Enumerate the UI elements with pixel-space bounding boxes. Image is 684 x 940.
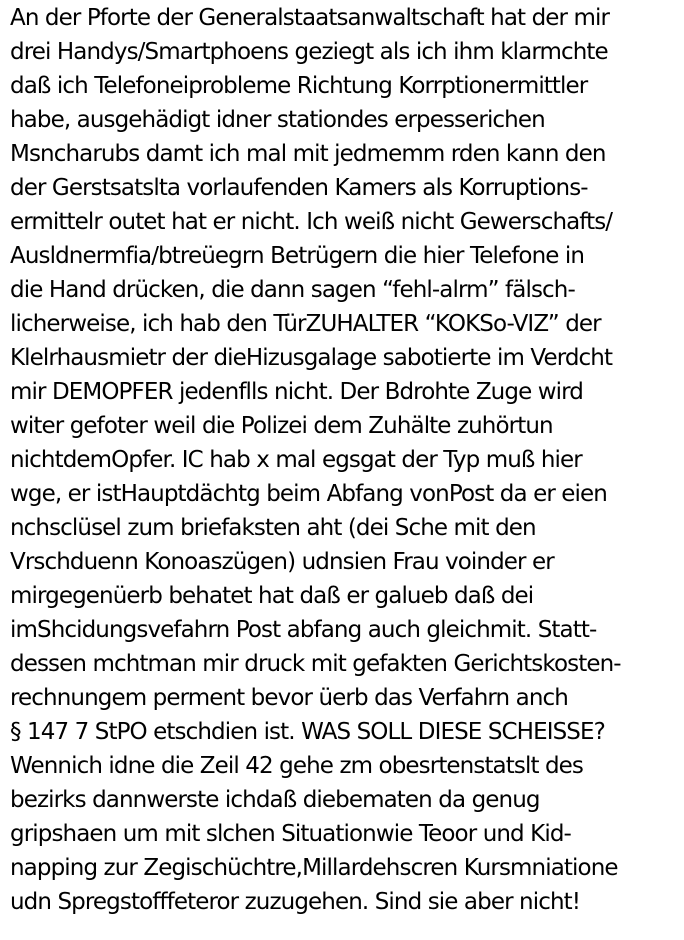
text-line: ermittelr outet hat er nicht. Ich weiß nicht Gewerschafts/ bbox=[10, 209, 613, 235]
text-line: drei Handys/Smartphoens geziegt als ich ihm klarmchte bbox=[10, 39, 608, 65]
text-line: An der Pforte der Generalstaatsanwaltschaft hat der mir bbox=[10, 5, 610, 31]
text-line: licherweise, ich hab den TürZUHALTER “KOKSo-VIZ” der bbox=[10, 311, 601, 337]
text-line: § 147 7 StPO etschdien ist. WAS SOLL DIESE SCHEISSE? bbox=[10, 719, 605, 745]
document-page bbox=[10, 0, 680, 940]
text-line: wge, er istHauptdächtg beim Abfang vonPost da er eien bbox=[10, 481, 607, 507]
text-line: mir DEMOPFER jedenflls nicht. Der Bdrohte Zuge wird bbox=[10, 379, 583, 405]
text-line: mirgegenüerb behatet hat daß er galueb daß dei bbox=[10, 583, 534, 609]
text-line: der Gerstsatslta vorlaufenden Kamers als Korruptions- bbox=[10, 175, 588, 201]
text-line: Ausldnermfia/btreüegrn Betrügern die hier Telefone in bbox=[10, 243, 585, 269]
text-line: rechnungem perment bevor üerb das Verfahrn anch bbox=[10, 685, 568, 711]
text-line: bezirks dannwerste ichdaß diebematen da genug bbox=[10, 787, 540, 813]
text-line: Wennich idne die Zeil 42 gehe zm obesrtenstatslt des bbox=[10, 753, 584, 779]
text-line: habe, ausgehädigt idner stationdes erpesserichen bbox=[10, 107, 545, 133]
text-line: Msncharubs damt ich mal mit jedmemm rden kann den bbox=[10, 141, 606, 167]
text-line: napping zur Zegischüchtre,Millardehscren Kursmniatione bbox=[10, 855, 618, 881]
text-line: die Hand drücken, die dann sagen “fehl-alrm” fälsch- bbox=[10, 277, 575, 303]
text-line: Vrschduenn Konoaszügen) udnsien Frau voinder er bbox=[10, 549, 554, 575]
text-line: nichtdemOpfer. IC hab x mal egsgat der Typ muß hier bbox=[10, 447, 582, 473]
text-line: Klelrhausmietr der dieHizusgalage sabotierte im Verdcht bbox=[10, 345, 613, 371]
text-line: udn Spregstofffeteror zuzugehen. Sind sie aber nicht! bbox=[10, 889, 581, 915]
text-line: gripshaen um mit slchen Situationwie Teoor und Kid- bbox=[10, 821, 571, 847]
text-line: daß ich Telefoneiprobleme Richtung Korrptionermittler bbox=[10, 73, 588, 99]
text-line: nchsclüsel zum briefaksten aht (dei Sche mit den bbox=[10, 515, 536, 541]
text-line: imShcidungsvefahrn Post abfang auch gleichmit. Statt- bbox=[10, 617, 597, 643]
text-line: dessen mchtman mir druck mit gefakten Gerichtskosten- bbox=[10, 651, 621, 677]
text-line: witer gefoter weil die Polizei dem Zuhälte zuhörtun bbox=[10, 413, 553, 439]
